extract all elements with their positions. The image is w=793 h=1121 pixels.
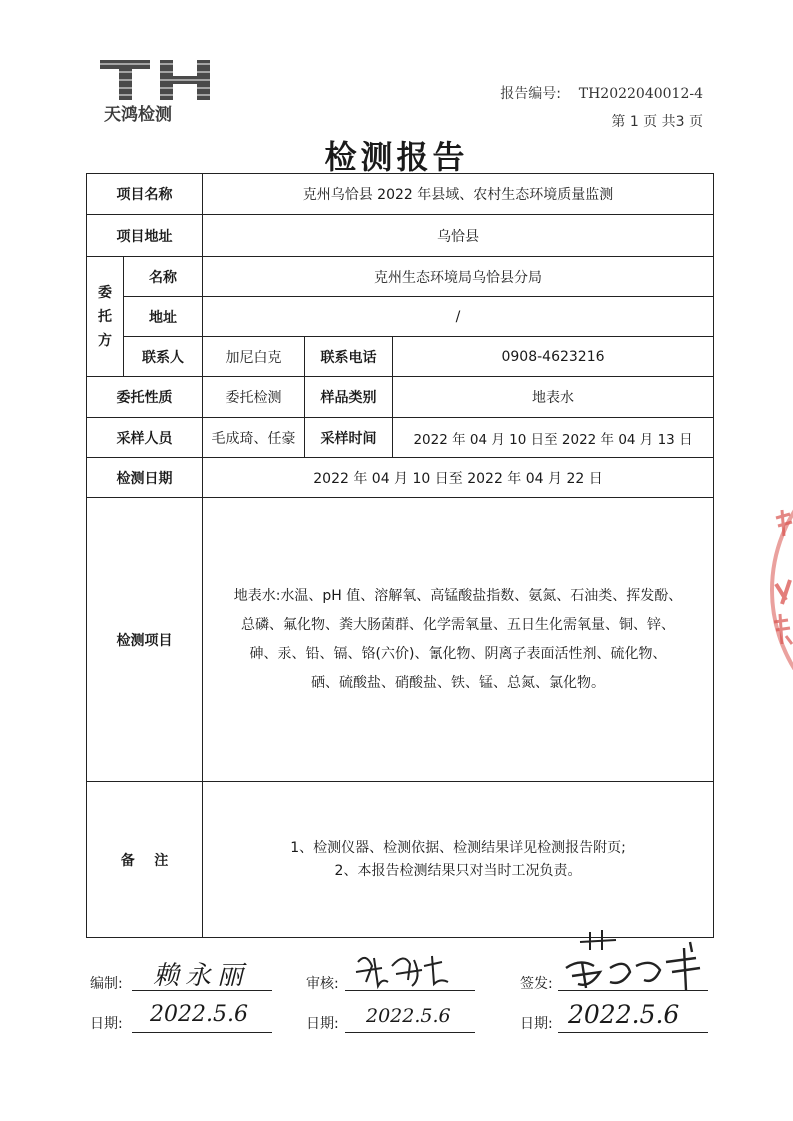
row-test-items [87, 498, 714, 782]
row-test-date [87, 458, 714, 498]
client-label-text: 委托方 [98, 284, 112, 349]
phone-value: 0908-4623216 [393, 337, 714, 377]
test-date-value: 2022 年 04 月 10 日至 2022 年 04 月 22 日 [203, 458, 714, 498]
issued-signature-icon [560, 928, 710, 994]
report-table [86, 173, 714, 938]
phone-label: 联系电话 [305, 337, 393, 377]
project-address-value: 乌恰县 [203, 215, 714, 257]
client-address-label: 地址 [124, 297, 203, 337]
report-number-value: TH2022040012-4 [578, 86, 703, 102]
issued-label: 签发: [520, 976, 553, 992]
reviewed-signature-icon [352, 948, 472, 992]
client-name-value: 克州生态环境局乌恰县分局 [203, 257, 714, 297]
note-line: 2、本报告检测结果只对当时工况负责。 [334, 862, 582, 879]
sampler-value: 毛成琦、任豪 [203, 418, 305, 458]
seal-stamp-icon [762, 500, 793, 670]
client-address-value: / [203, 297, 714, 337]
test-items-line: 地表水:水温、pH 值、溶解氧、高锰酸盐指数、氨氮、石油类、挥发酚、 [233, 587, 683, 604]
sampling-time-value: 2022 年 04 月 10 日至 2022 年 04 月 13 日 [393, 418, 714, 458]
nature-label: 委托性质 [87, 377, 203, 418]
row-nature [87, 377, 714, 418]
prepared-date-label: 日期: [90, 1016, 123, 1032]
report-number-label: 报告编号: [500, 86, 561, 102]
test-items-line: 总磷、氟化物、粪大肠菌群、化学需氧量、五日生化需氧量、铜、锌、 [241, 616, 675, 633]
report-number [500, 83, 703, 103]
project-name-value: 克州乌恰县 2022 年县域、农村生态环境质量监测 [203, 174, 714, 215]
notes-label: 备 注 [87, 782, 203, 938]
note-line: 1、检测仪器、检测依据、检测结果详见检测报告附页; [290, 839, 626, 856]
logo-company-name: 天鸿检测 [104, 105, 172, 125]
issued-date-value: 2022.5.6 [568, 1000, 680, 1029]
test-items-value [203, 498, 714, 782]
company-logo [100, 60, 215, 125]
row-sampler [87, 418, 714, 458]
reviewed-date-label: 日期: [306, 1016, 339, 1032]
issued-date-line [558, 1032, 708, 1033]
row-project-name [87, 174, 714, 215]
row-client-name [87, 257, 714, 297]
row-contact [87, 337, 714, 377]
issued-date-label: 日期: [520, 1016, 553, 1032]
reviewed-date-line [345, 1032, 475, 1033]
contact-value: 加尼白克 [203, 337, 305, 377]
reviewed-date-value: 2022.5.6 [366, 1005, 451, 1027]
page-title: 检测报告 [324, 138, 469, 176]
project-name-label: 项目名称 [87, 174, 203, 215]
contact-label: 联系人 [124, 337, 203, 377]
row-notes [87, 782, 714, 938]
test-items-line: 砷、汞、铅、镉、铬(六价)、氰化物、阴离子表面活性剂、硫化物、 [249, 645, 667, 662]
row-project-address [87, 215, 714, 257]
sampler-label: 采样人员 [87, 418, 203, 458]
prepared-signature: 赖永丽 [153, 961, 250, 991]
sampling-time-label: 采样时间 [305, 418, 393, 458]
test-items-line: 硒、硫酸盐、硝酸盐、铁、锰、总氮、氯化物。 [311, 674, 605, 691]
client-label [87, 257, 124, 377]
test-items-label: 检测项目 [87, 498, 203, 782]
prepared-date-value: 2022.5.6 [150, 1002, 248, 1027]
client-name-label: 名称 [124, 257, 203, 297]
test-date-label: 检测日期 [87, 458, 203, 498]
row-client-address [87, 297, 714, 337]
prepared-label: 编制: [90, 976, 123, 992]
notes-value [203, 782, 714, 938]
prepared-date-line [132, 1032, 272, 1033]
th-logo-icon [100, 60, 215, 100]
project-address-label: 项目地址 [87, 215, 203, 257]
sample-type-value: 地表水 [393, 377, 714, 418]
nature-value: 委托检测 [203, 377, 305, 418]
page-info: 第 1 页 共3 页 [611, 114, 703, 130]
sample-type-label: 样品类别 [305, 377, 393, 418]
reviewed-label: 审核: [306, 976, 339, 992]
